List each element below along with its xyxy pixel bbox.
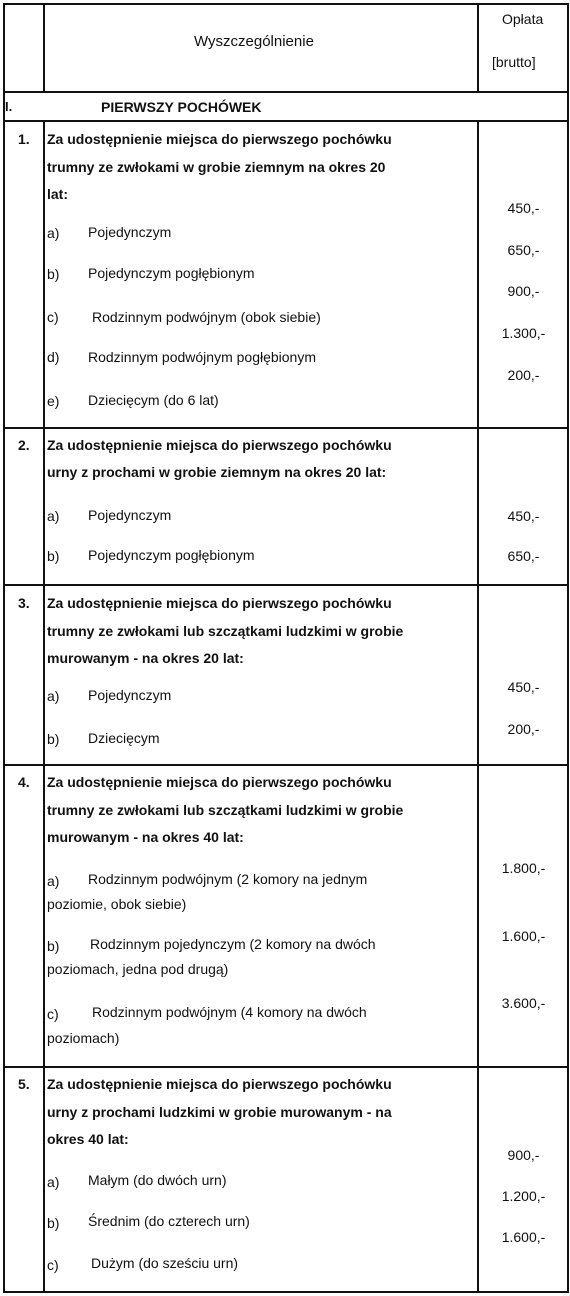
fee-value: 1.800,- [501, 860, 546, 876]
item-label: Pojedynczym [88, 507, 172, 523]
row-title-line: trumny ze zwłokami lub szczątkami ludzkimi w grobie [47, 623, 404, 639]
fee-value: 1.300,- [501, 325, 546, 341]
fee-column-header-unit: [brutto] [492, 54, 536, 70]
fee-value: 3.600,- [501, 995, 546, 1011]
item-label: Rodzinnym podwójnym (4 komory na dwóch [92, 1004, 367, 1020]
item-label: Dziecięcym (do 6 lat) [88, 392, 219, 408]
item-label: Pojedynczym pogłębionym [88, 547, 255, 563]
item-letter: b) [47, 548, 60, 564]
row-1-bottom-line [3, 427, 569, 429]
fee-value: 650,- [507, 242, 540, 258]
item-label: Rodzinnym pojedynczym (2 komory na dwóch [90, 936, 376, 952]
item-label-continued: poziomie, obok siebie) [47, 896, 187, 912]
item-label: Pojedynczym [88, 224, 172, 240]
row-title-line: Za udostępnienie miejsca do pierwszego pochówku [47, 774, 392, 790]
fee-value: 450,- [507, 200, 540, 216]
table-border-top [3, 3, 569, 5]
fee-value: 1.600,- [501, 1229, 546, 1245]
row-title-line: urny z prochami w grobie ziemnym na okres 20 lat: [47, 464, 387, 480]
row-title-line: urny z prochami ludzkimi w grobie murowanym - na [47, 1104, 392, 1120]
item-label: Pojedynczym [88, 687, 172, 703]
row-number: 3. [18, 595, 30, 611]
row-number: 1. [18, 131, 30, 147]
section-bottom-line [3, 120, 569, 122]
item-letter: a) [47, 225, 60, 241]
number-column-divider [43, 3, 45, 91]
row-title-line: Za udostępnienie miejsca do pierwszego pochówku [47, 437, 392, 453]
row-4-bottom-line [3, 1066, 569, 1068]
item-letter: a) [47, 688, 60, 704]
item-letter: c) [47, 309, 59, 325]
item-label: Dużym (do sześciu urn) [91, 1255, 239, 1271]
item-label: Średnim (do czterech urn) [88, 1213, 250, 1229]
table-border-left [3, 3, 5, 1293]
fee-value: 200,- [507, 367, 540, 383]
fee-value: 200,- [507, 721, 540, 737]
fee-column-header: Opłata [502, 11, 544, 27]
row-title-line: Za udostępnienie miejsca do pierwszego pochówku [47, 1076, 392, 1092]
table-border-right [567, 3, 569, 1293]
fee-value: 450,- [507, 679, 540, 695]
item-letter: a) [47, 508, 60, 524]
row-title-line: murowanym - na okres 20 lat: [47, 650, 244, 666]
item-letter: c) [47, 1006, 59, 1022]
item-label: Małym (do dwóch urn) [88, 1172, 227, 1188]
row-title-line: murowanym - na okres 40 lat: [47, 829, 244, 845]
fee-value: 450,- [507, 508, 540, 524]
row-title-line: Za udostępnienie miejsca do pierwszego pochówku [47, 131, 392, 147]
fee-value: 900,- [507, 283, 540, 299]
section-title: PIERWSZY POCHÓWEK [101, 99, 262, 115]
row-title-line: trumny ze zwłokami w grobie ziemnym na okres 20 [47, 159, 386, 175]
fee-value: 1.600,- [501, 928, 546, 944]
row-title-line: lat: [47, 186, 68, 202]
row-number: 5. [18, 1076, 30, 1092]
row-number: 4. [18, 774, 30, 790]
item-letter: a) [47, 1174, 60, 1190]
fee-value: 1.200,- [501, 1188, 546, 1204]
number-column-divider [43, 122, 45, 1293]
item-label: Rodzinnym podwójnym (obok siebie) [92, 309, 321, 325]
fee-value: 900,- [507, 1147, 540, 1163]
fee-column-divider [477, 3, 479, 91]
item-letter: e) [47, 393, 60, 409]
item-letter: a) [47, 873, 60, 889]
section-number: I. [5, 99, 13, 114]
row-title-line: trumny ze zwłokami lub szczątkami ludzkimi w grobie [47, 802, 404, 818]
row-3-bottom-line [3, 764, 569, 766]
item-letter: b) [47, 731, 60, 747]
table-border-bottom [3, 1291, 569, 1293]
row-2-bottom-line [3, 584, 569, 586]
item-letter: b) [47, 1215, 60, 1231]
item-letter: d) [47, 349, 60, 365]
item-label-continued: poziomach) [47, 1030, 120, 1046]
item-letter: b) [47, 266, 60, 282]
item-letter: b) [47, 938, 60, 954]
item-label: Pojedynczym pogłębionym [88, 265, 255, 281]
description-column-header: Wyszczególnienie [194, 33, 314, 50]
row-title-line: Za udostępnienie miejsca do pierwszego pochówku [47, 595, 392, 611]
row-title-line: okres 40 lat: [47, 1131, 129, 1147]
item-label: Dziecięcym [88, 730, 160, 746]
item-label-continued: poziomach, jedna pod drugą) [47, 961, 229, 977]
item-label: Rodzinnym podwójnym pogłębionym [88, 349, 317, 365]
item-letter: c) [47, 1257, 59, 1273]
row-number: 2. [18, 437, 30, 453]
item-label: Rodzinnym podwójnym (2 komory na jednym [88, 871, 368, 887]
header-bottom-line [3, 91, 569, 93]
fee-value: 650,- [507, 548, 540, 564]
